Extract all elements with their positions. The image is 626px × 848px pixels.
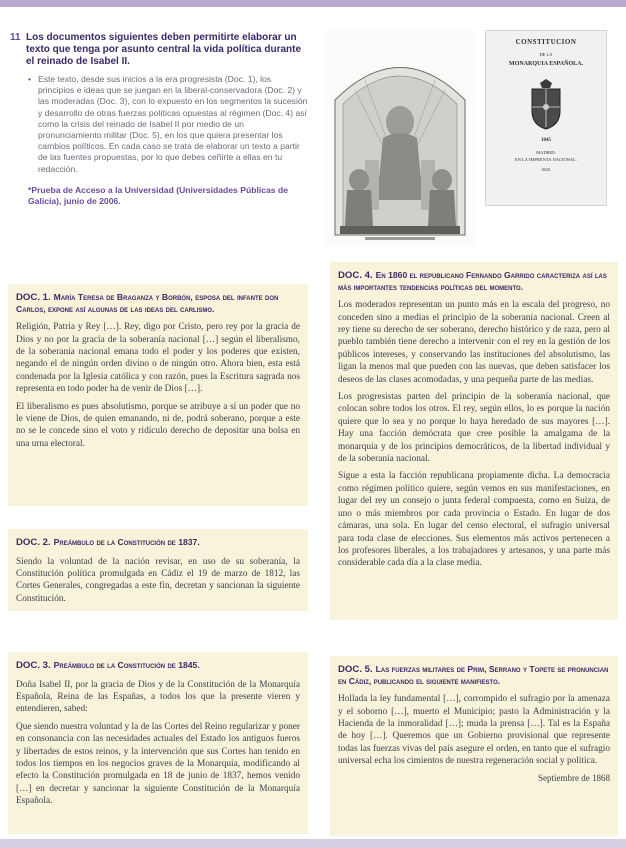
document-2	[8, 529, 308, 611]
doc-5-heading-text: Las fuerzas militares de Prim, Serrano y Topete se pronuncian en Cádiz, publicando el siguiente manifiesto.	[338, 664, 609, 686]
doc-2-heading	[16, 537, 300, 549]
doc-5-heading	[338, 664, 610, 686]
cover-line-2: DE LA	[539, 52, 553, 57]
doc-5-label: DOC. 5.	[338, 664, 373, 675]
doc-4-paragraph-2: Los progresistas parten del principio de la soberanía nacional, que colocan sobre todos los otros. El rey, según ellos, lo es porque la nación quiere que lo sea y no porque lo haya heredado de sus mayores […]. Hay una facción demócrata que cree posible la amalgama de la monarquía y de los principios democráticos, de la libertad individual y de la soberanía nacional.	[338, 392, 610, 465]
doc-1-label: DOC. 1.	[16, 292, 51, 303]
doc-4-heading	[338, 270, 610, 292]
document-4	[330, 262, 618, 620]
doc-1-heading-text: María Teresa de Braganza y Borbón, esposa del infante don Carlos, expone así algunas de las ideas del carlismo.	[16, 292, 279, 314]
exercise-title: Los documentos siguientes deben permitirte elaborar un texto que tenga por asunto central la vida política durante el reinado de Isabel II.	[26, 32, 302, 67]
document-3	[8, 652, 308, 834]
doc-4-label: DOC. 4.	[338, 270, 373, 281]
cover-printer: EN LA IMPRENTA NACIONAL.	[514, 157, 578, 162]
bullet-icon: •	[28, 74, 32, 84]
allegory-engraving-image	[325, 30, 475, 245]
doc-3-heading-text: Preámbulo de la Constitución de 1845.	[53, 660, 200, 670]
top-color-band	[0, 0, 626, 7]
cover-number: 1845	[541, 138, 551, 143]
coat-of-arms-icon	[526, 79, 566, 131]
doc-3-label: DOC. 3.	[16, 660, 51, 671]
doc-3-heading	[16, 660, 300, 672]
doc-1-paragraph-2: El liberalismo es pues absolutismo, porque se atribuye a sí un poder que no le viene de Dios, de quien emanando, ni de, podrá soberano, porque a este no se le concede sino el voto y ridículo derecho de depositar una bolsa en una urna electoral.	[16, 401, 300, 449]
cover-place	[486, 149, 606, 163]
exercise-instructions-text: Este texto, desde sus inicios a la era progresista (Doc. 1), los principios e ideas que se juegan en la liberal-conservadora (Doc. 2) y las moderadas (Doc. 3), con lo expuesto en los segmentos la sucesión y desarrollo de otras fuerzas políticas opuestas al régimen (Doc. 4) así como la crisis del reinado de Isabel II por medio de un pronunciamiento militar (Doc. 5), en los que quiera presentar los cambios políticos. En cada caso se trata de elaborar un texto a partir de las fuentes propuestas, por lo que debes ceñirte a ellas en tu redacción.	[38, 74, 308, 174]
doc-4-paragraph-3: Sigue a esta la facción republicana propiamente dicha. La democracia como régimen político quiere, según vemos en sus manifestaciones, en lugar del rey un consejo o junta federal compuesta, como en Suiza, de uno o más miembros por cada provincia o Estado. En lugar de dos cámaras, una sola. En lugar del censo electoral, el sufragio universal para toda clase de elecciones. Sus elementos más activos pertenecen a los profesores liberales, a los trabajadores y artesanos, y una parte más considerable cada día a la clase media.	[338, 471, 610, 569]
doc-2-heading-text: Preámbulo de la Constitución de 1837.	[53, 537, 200, 547]
cover-line-3: MONARQUIA ESPAÑOLA.	[509, 61, 583, 67]
exercise-block	[10, 32, 308, 207]
doc-2-paragraph-1: Siendo la voluntad de la nación revisar, en uso de su soberanía, la Constitución política promulgada en Cádiz el 19 de marzo de 1812, las Cortes Generales, congregadas a este fin, decretan y sancionan la siguiente Constitución.	[16, 556, 300, 604]
doc-4-heading-text: En 1860 el republicano Fernando Garrido caracteriza así las más importantes tendencias políticas del momento.	[338, 270, 607, 292]
doc-1-paragraph-1: Religión, Patria y Rey […]. Rey, digo por Cristo, pero rey por la gracia de Dios y no por la gracia de la soberanía nacional […] según el liberalismo, de la soberanía nacional emana todo el poder y los poderes que existen, negando el de ningún orden divino o de ningún otro. Ahora bien, esta está condenada por la Iglesia católica y con razón, pues la Escritura sagrada nos representa en todo poder ha de venir de Dios […].	[16, 322, 300, 395]
doc-1-heading	[16, 292, 300, 314]
document-5	[330, 656, 618, 836]
doc-5-date: Septiembre de 1868	[538, 772, 610, 783]
doc-4-paragraph-1: Los moderados representan un punto más en la escala del progreso, no conceden sino a medias el principio de la soberanía nacional. Creen al rey tiene su derecho de ser soberano, derecho histórico y de raza, pero al pueblo también tiene derecho a intervenir con el rey en la gestión de los públicos intereses, y conservando las instituciones del absolutismo, las ligan la menos mal que pueden con las nuevas, que deben satisfacer los deseos de las clases acomodadas, y una pequeña parte de las medias.	[338, 300, 610, 385]
doc-5-paragraph-1: Hollada la ley fundamental […], corrompido el sufragio por la amenaza y el soborno […], muerto el Municipio; pasto la Administración y la Hacienda de la inmoralidad […]; muda la prensa […]. Tal es la España de hoy […]. Queremos que un Gobierno provisional que represente todas las fuerzas vivas del país asegure el orden, en tanto que el sufragio universal echa los cimientos de nuestra regeneración social y política.	[338, 694, 610, 767]
cover-year: 1845.	[540, 167, 552, 172]
exercise-source: *Prueba de Acceso a la Universidad (Universidades Públicas de Galicia), junio de 2006.	[28, 184, 288, 206]
constitution-cover-image	[485, 30, 607, 206]
exercise-number: 11	[10, 32, 21, 43]
bottom-color-band	[0, 839, 626, 848]
exercise-instructions	[28, 74, 308, 175]
doc-3-paragraph-1: Doña Isabel II, por la gracia de Dios y de la Constitución de la Monarquía Española, Reina de las Españas, a todos los que la presente vieren y entendieren, sabed:	[16, 679, 300, 715]
cover-title: CONSTITUCION	[515, 38, 577, 46]
doc-3-paragraph-2: Que siendo nuestra voluntad y la de las Cortes del Reino regularizar y poner en consonancia con las necesidades actuales del Estado los antiguos fueros y libertades de estos reinos, y la intervención que sus Cortes han tenido en todos los tiempos en los negocios graves de la Monarquía, modificando al efecto la Constitución promulgada en 18 de junio de 1837, hemos venido […] en decretar y sancionar la siguiente Constitución de la Monarquía Española.	[16, 721, 300, 807]
document-1	[8, 284, 308, 506]
cover-city: MADRID:	[536, 150, 556, 155]
doc-2-label: DOC. 2.	[16, 537, 51, 548]
